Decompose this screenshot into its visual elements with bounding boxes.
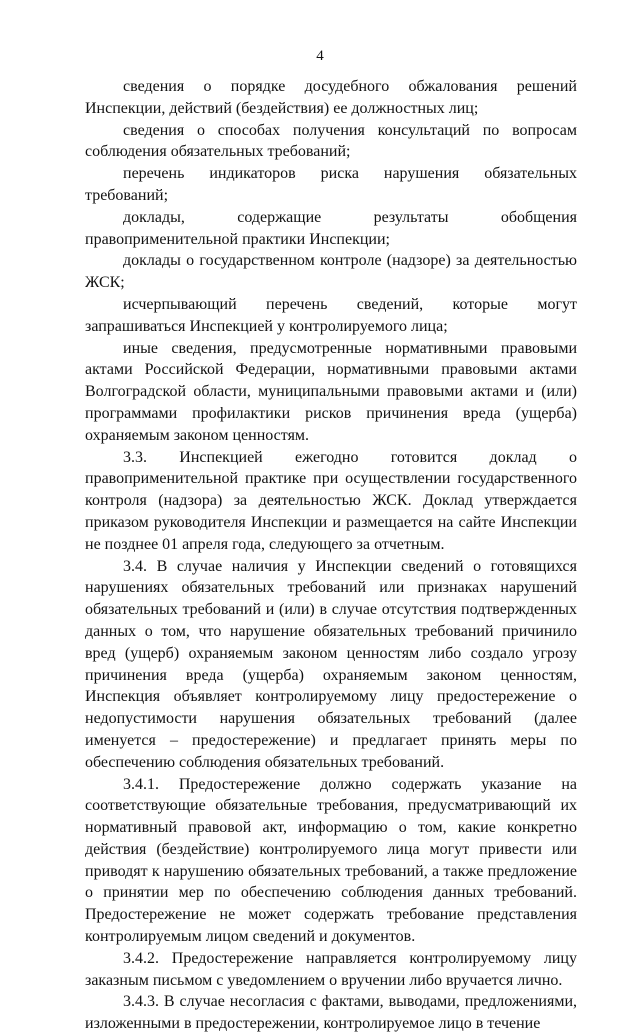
paragraph-3-4-1: 3.4.1. Предостережение должно содержать указание на соответствующие обязательные требования, предусматривающий их нормативный правовой акт, информацию о том, какие конкретно действия (бездействие) контролируемого лица могут привести или приводят к нарушению обязательных требований, а также предложение о принятии мер по обеспечению соблюдения данных требований. Предостережение не может содержать требование представления контролируемым лицом сведений и документов. — [85, 775, 577, 946]
paragraph-3-4: 3.4. В случае наличия у Инспекции сведений о готовящихся нарушениях обязательных требований или признаках нарушений обязательных требований и (или) в случае отсутствия подтвержденных данных о том, что нарушение обязательных требований причинило вред (ущерб) охраняемым законом ценностям либо создало угрозу причинения вреда (ущерба) охраняемым законом ценностям, Инспекция объявляет контролируемому лицу предостережение о недопустимости нарушения обязательных требований (далее именуется – предостережение) и предлагает принять меры по обеспечению соблюдения обязательных требований. — [85, 557, 577, 771]
paragraph-requested-info-list: исчерпывающий перечень сведений, которые могут запрашиваться Инспекцией у контролируемого лица; — [85, 295, 577, 335]
paragraph-practice-reports: доклады, содержащие результаты обобщения правоприменительной практики Инспекции; — [85, 208, 577, 248]
paragraph-state-control-reports: доклады о государственном контроле (надзоре) за деятельностью ЖСК; — [85, 252, 577, 292]
paragraph-appeal-procedure: сведения о порядке досудебного обжалования решений Инспекции, действий (бездействия) ее должностных лиц; — [85, 78, 577, 117]
paragraph-3-3: 3.3. Инспекцией ежегодно готовится доклад о правоприменительной практике при осуществлении государственного контроля (надзора) за деятельностью ЖСК. Доклад утверждается приказом руководителя Инспекции и размещается на сайте Инспекции не позднее 01 апреля года, следующего за отчетным. — [85, 448, 577, 553]
paragraph-3-4-2: 3.4.2. Предостережение направляется контролируемому лицу заказным письмом с уведомлением о вручении либо вручается лично. — [85, 949, 577, 989]
paragraph-other-info: иные сведения, предусмотренные нормативными правовыми актами Российской Федерации, нормативными правовыми актами Волгоградской области, муниципальными правовыми актами и (или) программами профилактики рисков причинения вреда (ущерба) охраняемым законом ценностям. — [85, 339, 577, 444]
document-body — [85, 76, 577, 1035]
paragraph-3-4-3: 3.4.3. В случае несогласия с фактами, выводами, предложениями, изложенными в предостережении, контролируемое лицо в течение — [85, 993, 577, 1033]
page-number: 4 — [316, 48, 324, 64]
paragraph-consultation-methods: сведения о способах получения консультаций по вопросам соблюдения обязательных требований; — [85, 121, 577, 161]
paragraph-risk-indicators: перечень индикаторов риска нарушения обязательных требований; — [85, 165, 577, 204]
